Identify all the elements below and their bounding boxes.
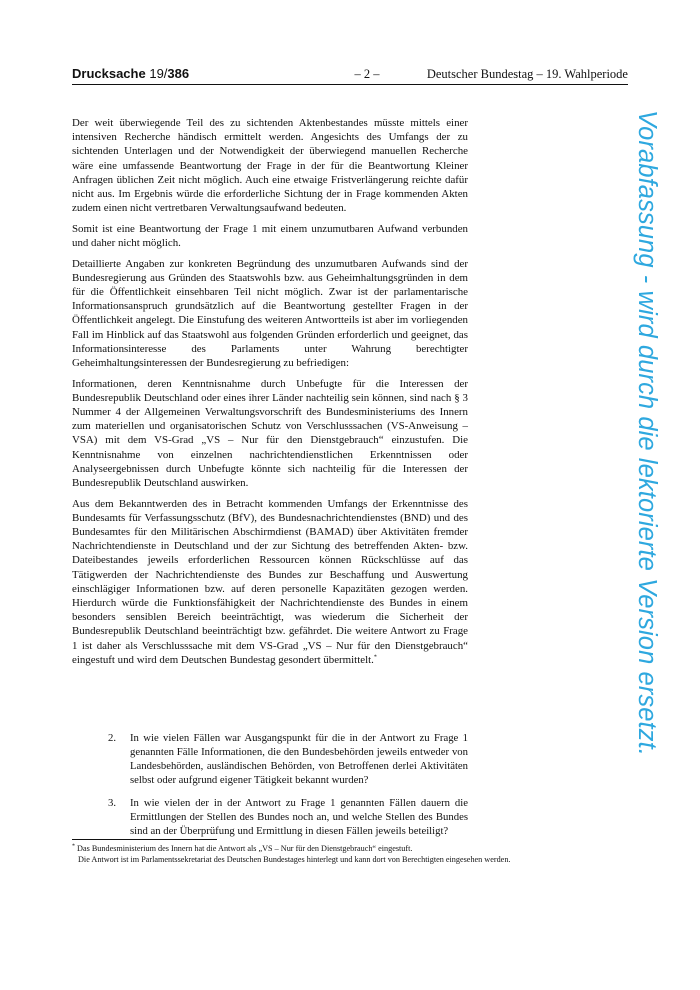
page-number: – 2 – — [354, 67, 380, 81]
document-number — [72, 66, 189, 82]
question-item — [72, 796, 468, 838]
question-text: In wie vielen Fällen war Ausgangspunkt für die in der Antwort zu Frage 1 genannten Fälle Informationen, die den Bundesbehörden jeweils entweder von Landesbehörden, ausländischen Behörden, von Betroffenen derlei Aktivitäten selbst oder aufgrund eigener Tätigkeit bekannt wurden? — [130, 732, 468, 786]
paragraph: Detaillierte Angaben zur konkreten Begründung des unzumutbaren Aufwands sind der Bundesregierung aus Gründen des Staatswohls bzw. aus Geheimhaltungsgründen in dem für die Öffentlichkeit einsehbaren Teil nicht möglich. Zwar ist der parlamentarische Informationsanspruch grundsätzlich auf die Beantwortung gestellter Fragen in der Öffentlichkeit angelegt. Die Einstufung des weiteren Antwortteils ist aber im vorliegenden Fall im Hinblick auf das Staatswohl aus folgenden Gründen erforderlich und geeignet, das Informationsinteresse des Parlaments unter Wahrung berechtigter Geheimhaltungsinteressen der Bundesregierung zu befriedigen: — [72, 257, 468, 370]
doc-label: Drucksache — [72, 66, 146, 81]
footnote — [72, 843, 617, 865]
question-item — [72, 731, 468, 787]
footnote-rule — [72, 839, 217, 840]
publisher-label: Deutscher Bundestag – 19. Wahlperiode — [426, 67, 628, 81]
body-text — [72, 116, 468, 673]
paragraph: Informationen, deren Kenntnisnahme durch Unbefugte für die Interessen der Bundesrepublik Deutschland oder eines ihrer Länder nachteilig sein können, sind nach § 3 Nummer 4 der Allgemeinen Verwaltungsvorschrift des Bundesministeriums des Innern zum materiellen und organisatorischen Schutz von Verschlusssachen (VS-Anweisung – VSA) mit dem VS-Grad „VS – Nur für den Dienstgebrauch“ einzustufen. Die Kenntnisnahme von einzelnen nachrichtendienstlichen Erkenntnissen oder Analyseergebnissen durch Unbefugte könnte sich nachteilig für die Interessen der Bundesrepublik Deutschland auswirken. — [72, 377, 468, 490]
footnote-marker: * — [72, 843, 75, 850]
page-header — [72, 66, 628, 86]
doc-number-prefix: 19/ — [149, 66, 168, 81]
paragraph: Der weit überwiegende Teil des zu sichtenden Aktenbestandes müsste mittels einer intensiven Recherche händisch ermittelt werden. Angesichts des Umfangs der zu sichtenden Unterlagen und der Notwendigkeit der überwiegend manuellen Recherche wäre eine umfassende Beantwortung der Frage in der für die Beantwortung Kleiner Anfragen üblichen Zeit nicht möglich. Auch eine etwaige Fristverlängerung reichte dafür nicht aus. Im Ergebnis würde die erforderliche Sichtung der in Frage kommenden Akten zudem einen nicht vertretbaren Verwaltungsaufwand bedeuten. — [72, 117, 468, 215]
question-number: 2. — [108, 732, 117, 744]
footnote-line: Die Antwort ist im Parlamentssekretariat des Deutschen Bundestages hinterlegt und kann dort von Berechtigten eingesehen werden. — [78, 855, 511, 864]
paragraph-text: Aus dem Bekanntwerden des in Betracht kommenden Umfangs der Erkenntnisse des Bundesamts für Verfassungsschutz (BfV), des Bundesnachrichtendienstes (BND) und des Bundesamtes für den Militärischen Abschirmdienst (BAMAD) über Aktivitäten fremder Nachrichtendienste in Deutschland und der zur Sichtung des betreffenden Akten- bzw. Dateibestandes jeweils erforderlichen Ressourcen können Rückschlüsse auf das Tätigwerden der Nachrichtendienste des Bundes zur Beschaffung und Auswertung einschlägiger Informationen bzw. auf deren personelle Kapazitäten gezogen werden. Hierdurch würde die Funktionsfähigkeit der Nachrichtendienste des Bundes in einem besonders sensiblen Bereich beeinträchtigt, was wiederum die Sicherheit der Bundesrepublik Deutschland beeinträchtigt bzw. gefährdet. Die weitere Antwort zu Frage 1 ist daher als Verschlusssache mit dem VS-Grad „VS – Nur für den Dienstgebrauch“ eingestuft und wird dem Deutschen Bundestag gesondert übermittelt. — [72, 497, 468, 666]
footnote-marker: * — [373, 654, 377, 661]
doc-number: 386 — [167, 66, 190, 81]
draft-watermark: Vorabfassung - wird durch die lektorierte Version ersetzt. — [633, 110, 661, 756]
question-number: 3. — [108, 797, 117, 809]
footnote-line: * Das Bundesministerium des Innern hat die Antwort als „VS – Nur für den Dienstgebrauch“ eingestuft. — [72, 843, 413, 853]
header-rule — [72, 84, 628, 85]
paragraph: Somit ist eine Beantwortung der Frage 1 mit einem unzumutbaren Aufwand verbunden und daher nicht möglich. — [72, 222, 468, 250]
question-text: In wie vielen der in der Antwort zu Frage 1 genannten Fällen dauern die Ermittlungen der Stellen des Bundes noch an, und welche Stellen des Bundes sind an der Überprüfung und Ermittlung in diesen Fällen jeweils beteiligt? — [130, 797, 468, 837]
paragraph-with-footnote — [72, 497, 468, 667]
